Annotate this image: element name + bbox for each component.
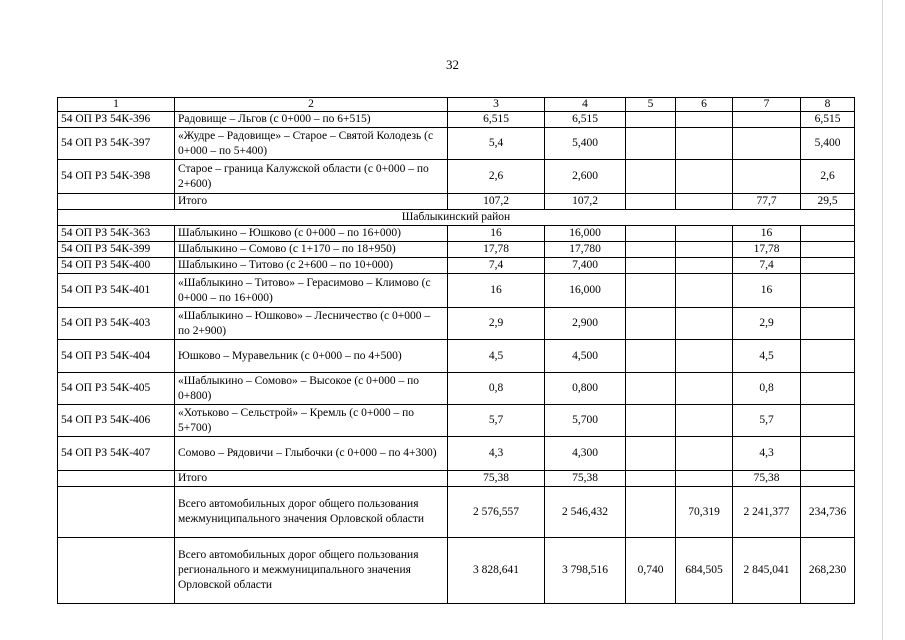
total-c6 [676, 471, 733, 487]
value-c8 [801, 437, 855, 471]
value-c6 [676, 226, 733, 242]
total-c5 [626, 194, 676, 210]
value-c4: 4,300 [545, 437, 626, 471]
value-c5 [626, 226, 676, 242]
value-c8: 268,230 [801, 538, 855, 604]
value-c3: 0,8 [448, 373, 545, 405]
total-c4: 107,2 [545, 194, 626, 210]
value-c6 [676, 258, 733, 274]
total-c6 [676, 194, 733, 210]
table-row [58, 274, 855, 308]
road-code: 54 ОП РЗ 54К-403 [58, 308, 175, 340]
value-c8 [801, 340, 855, 373]
column-number: 2 [175, 98, 448, 112]
road-name: «Шаблыкино – Юшково» – Лесничество (с 0+000 – по 2+900) [175, 308, 448, 340]
road-code: 54 ОП РЗ 54К-405 [58, 373, 175, 405]
table-row [58, 242, 855, 258]
value-c7 [733, 160, 801, 194]
value-c3: 16 [448, 226, 545, 242]
page-number: 32 [446, 57, 459, 72]
value-c7: 5,7 [733, 405, 801, 437]
value-c3: 4,5 [448, 340, 545, 373]
total-c5 [626, 471, 676, 487]
table-row [58, 160, 855, 194]
road-code: 54 ОП РЗ 54К-401 [58, 274, 175, 308]
value-c7: 4,3 [733, 437, 801, 471]
value-c8 [801, 308, 855, 340]
road-code: 54 ОП РЗ 54К-404 [58, 340, 175, 373]
value-c4: 3 798,516 [545, 538, 626, 604]
value-c7: 4,5 [733, 340, 801, 373]
road-code: 54 ОП РЗ 54К-397 [58, 128, 175, 160]
column-number: 4 [545, 98, 626, 112]
value-c7: 2 241,377 [733, 487, 801, 538]
value-c5 [626, 112, 676, 128]
road-code: 54 ОП РЗ 54К-406 [58, 405, 175, 437]
value-c8 [801, 258, 855, 274]
column-number: 8 [801, 98, 855, 112]
value-c7 [733, 128, 801, 160]
value-c4: 2 546,432 [545, 487, 626, 538]
total-c7: 77,7 [733, 194, 801, 210]
total-label: Итого [175, 194, 448, 210]
value-c5 [626, 258, 676, 274]
road-name: «Хотьково – Сельстрой» – Кремль (с 0+000 – по 5+700) [175, 405, 448, 437]
road-code: 54 ОП РЗ 54К-399 [58, 242, 175, 258]
column-number: 6 [676, 98, 733, 112]
value-c7: 7,4 [733, 258, 801, 274]
road-name: Шаблыкино – Титово (с 2+600 – по 10+000) [175, 258, 448, 274]
value-c4: 17,780 [545, 242, 626, 258]
column-number: 1 [58, 98, 175, 112]
road-name: «Шаблыкино – Титово» – Герасимово – Климово (с 0+000 – по 16+000) [175, 274, 448, 308]
total-c3: 75,38 [448, 471, 545, 487]
value-c7: 2 845,041 [733, 538, 801, 604]
value-c8 [801, 405, 855, 437]
road-name: Шаблыкино – Юшково (с 0+000 – по 16+000) [175, 226, 448, 242]
value-c6: 70,319 [676, 487, 733, 538]
value-c8 [801, 242, 855, 258]
road-code [58, 471, 175, 487]
value-c5 [626, 308, 676, 340]
table-row [58, 308, 855, 340]
road-name: Старое – граница Калужской области (с 0+000 – по 2+600) [175, 160, 448, 194]
value-c4: 2,900 [545, 308, 626, 340]
value-c5 [626, 128, 676, 160]
total-c8 [801, 471, 855, 487]
value-c7: 2,9 [733, 308, 801, 340]
table-row [58, 487, 855, 538]
value-c3: 5,4 [448, 128, 545, 160]
value-c5 [626, 405, 676, 437]
column-number: 5 [626, 98, 676, 112]
value-c5 [626, 437, 676, 471]
value-c5 [626, 242, 676, 258]
value-c5 [626, 160, 676, 194]
value-c8: 5,400 [801, 128, 855, 160]
road-name: Сомово – Рядовичи – Глыбочки (с 0+000 – по 4+300) [175, 437, 448, 471]
column-number: 7 [733, 98, 801, 112]
road-name: «Шаблыкино – Сомово» – Высокое (с 0+000 – по 0+800) [175, 373, 448, 405]
road-code: 54 ОП РЗ 54К-396 [58, 112, 175, 128]
value-c6 [676, 160, 733, 194]
road-name: Шаблыкино – Сомово (с 1+170 – по 18+950) [175, 242, 448, 258]
value-c5 [626, 487, 676, 538]
total-row [58, 194, 855, 210]
road-name: Всего автомобильных дорог общего пользования межмуниципального значения Орловской области [175, 487, 448, 538]
value-c4: 7,400 [545, 258, 626, 274]
value-c6 [676, 274, 733, 308]
value-c3: 5,7 [448, 405, 545, 437]
road-name: Юшково – Муравельник (с 0+000 – по 4+500) [175, 340, 448, 373]
value-c4: 6,515 [545, 112, 626, 128]
column-number: 3 [448, 98, 545, 112]
value-c8 [801, 373, 855, 405]
total-label: Итого [175, 471, 448, 487]
value-c5 [626, 373, 676, 405]
total-row [58, 471, 855, 487]
total-c4: 75,38 [545, 471, 626, 487]
value-c3: 16 [448, 274, 545, 308]
value-c6 [676, 242, 733, 258]
value-c7: 0,8 [733, 373, 801, 405]
value-c6 [676, 405, 733, 437]
value-c3: 6,515 [448, 112, 545, 128]
district-heading: Шаблыкинский район [58, 210, 855, 226]
road-name: Радовище – Льгов (с 0+000 – по 6+515) [175, 112, 448, 128]
table-row [58, 373, 855, 405]
road-code: 54 ОП РЗ 54К-398 [58, 160, 175, 194]
district-row [58, 210, 855, 226]
road-code [58, 487, 175, 538]
table-row [58, 112, 855, 128]
header-row [58, 98, 855, 112]
table-row [58, 405, 855, 437]
value-c3: 2 576,557 [448, 487, 545, 538]
value-c6 [676, 373, 733, 405]
value-c6 [676, 340, 733, 373]
value-c6 [676, 308, 733, 340]
road-name: «Жудре – Радовище» – Старое – Святой Колодезь (с 0+000 – по 5+400) [175, 128, 448, 160]
value-c7: 17,78 [733, 242, 801, 258]
value-c3: 2,6 [448, 160, 545, 194]
value-c4: 2,600 [545, 160, 626, 194]
table-row [58, 340, 855, 373]
value-c7 [733, 112, 801, 128]
road-code: 54 ОП РЗ 54К-407 [58, 437, 175, 471]
value-c6 [676, 128, 733, 160]
value-c5: 0,740 [626, 538, 676, 604]
value-c4: 16,000 [545, 274, 626, 308]
value-c8 [801, 226, 855, 242]
table-row [58, 226, 855, 242]
value-c8 [801, 274, 855, 308]
table-row [58, 437, 855, 471]
value-c7: 16 [733, 274, 801, 308]
table-row [58, 258, 855, 274]
value-c8: 234,736 [801, 487, 855, 538]
value-c4: 4,500 [545, 340, 626, 373]
table-row [58, 128, 855, 160]
value-c4: 5,400 [545, 128, 626, 160]
value-c6 [676, 437, 733, 471]
total-c3: 107,2 [448, 194, 545, 210]
value-c3: 7,4 [448, 258, 545, 274]
road-code: 54 ОП РЗ 54К-363 [58, 226, 175, 242]
value-c5 [626, 274, 676, 308]
value-c4: 0,800 [545, 373, 626, 405]
value-c3: 2,9 [448, 308, 545, 340]
value-c5 [626, 340, 676, 373]
value-c6: 684,505 [676, 538, 733, 604]
value-c3: 17,78 [448, 242, 545, 258]
road-code [58, 538, 175, 604]
scan-edge-line [882, 0, 883, 640]
table-row [58, 538, 855, 604]
value-c7: 16 [733, 226, 801, 242]
value-c4: 16,000 [545, 226, 626, 242]
value-c3: 4,3 [448, 437, 545, 471]
value-c6 [676, 112, 733, 128]
total-c8: 29,5 [801, 194, 855, 210]
table-body [58, 98, 855, 604]
road-code: 54 ОП РЗ 54К-400 [58, 258, 175, 274]
total-c7: 75,38 [733, 471, 801, 487]
road-code [58, 194, 175, 210]
road-name: Всего автомобильных дорог общего пользования регионального и межмуниципального значения Орловской области [175, 538, 448, 604]
value-c3: 3 828,641 [448, 538, 545, 604]
roads-table [57, 97, 855, 604]
value-c4: 5,700 [545, 405, 626, 437]
value-c8: 6,515 [801, 112, 855, 128]
value-c8: 2,6 [801, 160, 855, 194]
